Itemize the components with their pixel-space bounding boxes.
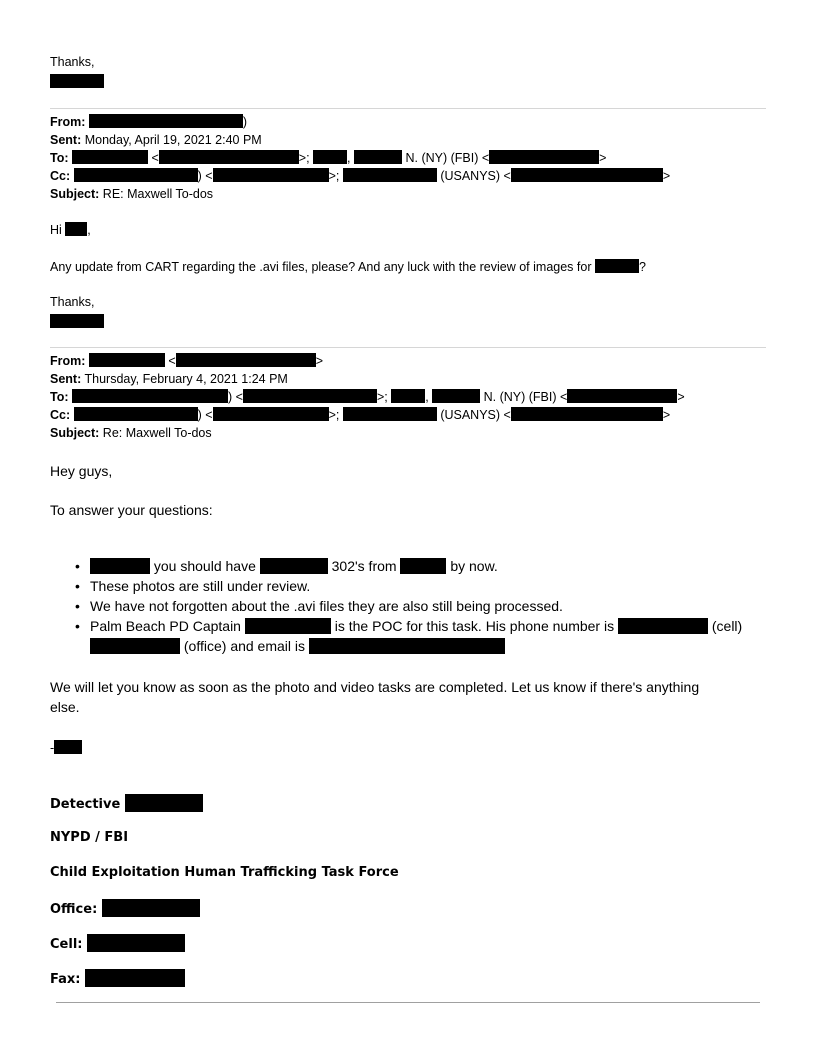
bullet1-text-b: 302's from <box>331 558 397 574</box>
from-label: From: <box>50 115 86 129</box>
redaction <box>343 407 437 421</box>
redaction <box>85 969 185 987</box>
subject-value: Re: Maxwell To-dos <box>102 426 212 440</box>
list-item <box>50 616 766 656</box>
redaction <box>65 222 87 236</box>
divider <box>50 347 766 348</box>
email1-cc-line: Cc: ) < >; (USANYS) < > <box>50 169 671 183</box>
redaction <box>87 934 185 952</box>
email2-cc-line: Cc: ) < >; (USANYS) < > <box>50 408 671 422</box>
redaction <box>72 150 148 164</box>
signature-org: NYPD / FBI <box>50 830 129 845</box>
signature-unit: Child Exploitation Human Trafficking Task Force <box>50 865 399 880</box>
office-label: Office: <box>50 902 98 917</box>
closing-line-1: We will let you know as soon as the photo and video tasks are completed. Let us know if there's anything <box>50 679 700 695</box>
cc-middle: (USANYS) < <box>440 169 511 183</box>
redaction <box>567 389 677 403</box>
email2-greeting: Hey guys, <box>50 463 113 479</box>
divider <box>50 108 766 109</box>
signature-cell <box>50 934 185 952</box>
footer-divider <box>56 1002 760 1003</box>
email2-dash-signoff <box>50 739 82 757</box>
bullet4-text-a: Palm Beach PD Captain <box>90 618 241 634</box>
redaction <box>54 740 82 754</box>
answer-list <box>50 556 766 656</box>
top-thanks: Thanks, <box>50 55 95 69</box>
from-label: From: <box>50 354 86 368</box>
redaction <box>89 114 243 128</box>
redaction <box>313 150 347 164</box>
redaction <box>89 353 165 367</box>
redaction <box>90 558 150 574</box>
cell-label: Cell: <box>50 937 83 952</box>
bullet4-text-d: (office) and email is <box>183 638 306 654</box>
email1-from-line <box>50 113 247 131</box>
redacted-sender-name <box>50 73 104 91</box>
email1-body <box>50 258 646 276</box>
redaction <box>595 259 639 273</box>
subject-label: Subject: <box>50 187 100 201</box>
cc-label: Cc: <box>50 408 71 422</box>
fax-label: Fax: <box>50 972 81 987</box>
greeting-comma: , <box>87 223 91 237</box>
sent-value: Thursday, February 4, 2021 1:24 PM <box>84 372 288 386</box>
signature-fax <box>50 969 185 987</box>
cc-label: Cc: <box>50 169 71 183</box>
signature-title <box>50 794 203 812</box>
bullet1-text-c: by now. <box>450 558 498 574</box>
email1-greeting <box>50 221 91 239</box>
redaction <box>260 558 328 574</box>
redaction <box>213 168 329 182</box>
redaction <box>343 168 437 182</box>
email2-sent-line <box>50 370 288 388</box>
redaction <box>354 150 402 164</box>
signature-office <box>50 899 200 917</box>
redaction <box>400 558 446 574</box>
redaction <box>159 150 299 164</box>
redaction <box>511 168 663 182</box>
bullet4-text-b: is the POC for this task. His phone number is <box>334 618 615 634</box>
redaction <box>102 899 200 917</box>
redaction <box>125 794 203 812</box>
email2-from-line: From: < > <box>50 354 323 368</box>
redaction <box>243 389 377 403</box>
list-item: • We have not forgotten about the .avi files they are also still being processed. <box>50 596 766 616</box>
title-label: Detective <box>50 797 121 812</box>
redaction <box>176 353 316 367</box>
sent-label: Sent: <box>50 133 82 147</box>
bullet4-text-c: (cell) <box>711 618 743 634</box>
redaction <box>489 150 599 164</box>
email1-to-line: To: < >; , N. (NY) (FBI) < > <box>50 151 607 165</box>
list-item: • These photos are still under review. <box>50 576 766 596</box>
redaction <box>74 168 198 182</box>
redaction <box>245 618 331 634</box>
redacted-sender-name <box>50 313 104 331</box>
to-label: To: <box>50 390 69 404</box>
cc-middle: (USANYS) < <box>440 408 511 422</box>
list-item <box>50 556 766 576</box>
redaction <box>511 407 663 421</box>
email2-to-line: To: ) < >; , N. (NY) (FBI) < > <box>50 390 685 404</box>
redaction <box>90 638 180 654</box>
redaction <box>74 407 198 421</box>
redaction <box>213 407 329 421</box>
subject-value: RE: Maxwell To-dos <box>102 187 214 201</box>
redaction <box>432 389 480 403</box>
email2-intro: To answer your questions: <box>50 502 213 518</box>
bullet1-text-a: you should have <box>153 558 256 574</box>
from-close: ) <box>242 115 248 129</box>
sent-value: Monday, April 19, 2021 2:40 PM <box>84 133 262 147</box>
to-middle: N. (NY) (FBI) < <box>405 151 490 165</box>
email2-subject-line <box>50 424 212 442</box>
redaction <box>309 638 505 654</box>
body-text: Any update from CART regarding the .avi files, please? And any luck with the review of images for <box>50 260 592 274</box>
redaction <box>72 389 228 403</box>
to-middle: N. (NY) (FBI) < <box>483 390 568 404</box>
greeting: Hi <box>50 223 62 237</box>
to-label: To: <box>50 151 69 165</box>
dash: - <box>50 741 55 755</box>
sent-label: Sent: <box>50 372 82 386</box>
closing-line-2: else. <box>50 699 80 715</box>
body-end: ? <box>638 260 646 274</box>
redaction <box>618 618 708 634</box>
email1-thanks: Thanks, <box>50 295 95 309</box>
subject-label: Subject: <box>50 426 100 440</box>
redaction <box>391 389 425 403</box>
email1-subject-line <box>50 185 213 203</box>
email1-sent-line <box>50 131 262 149</box>
